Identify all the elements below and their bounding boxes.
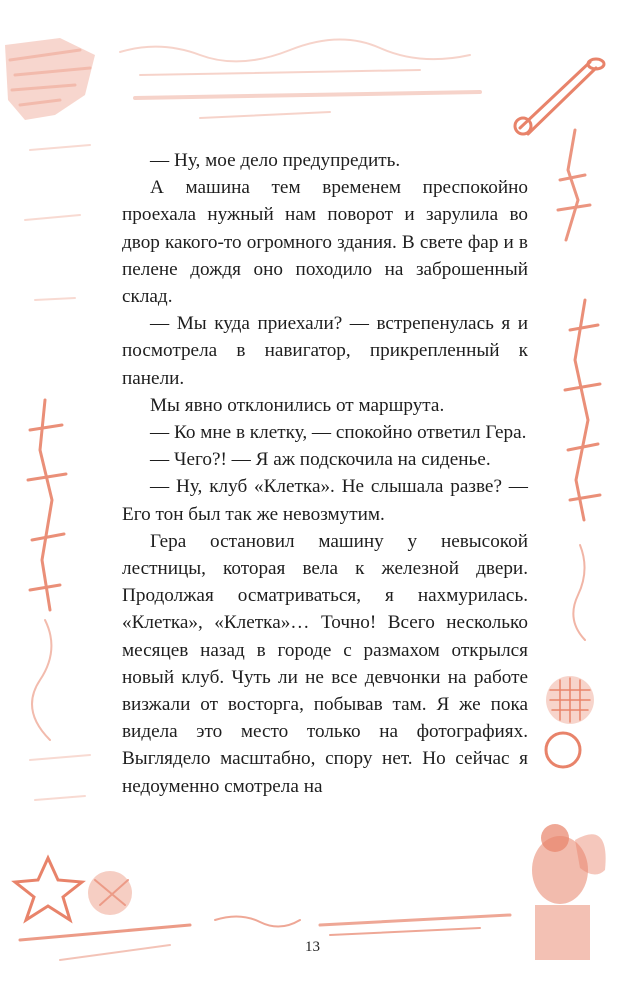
star-icon — [15, 858, 82, 920]
right-handwriting — [573, 545, 585, 640]
top-scribbles — [120, 39, 480, 118]
paragraph: Гера остановил машину у невысокой лестницы, которая вела к железной двери. Продолжая осматриваться, я нахмурилась. «Клетка», «Клетка»… Точно! Всего несколько месяцев назад в городе с размахом открылся новый клуб. Чуть ли не все девчонки на работе визжали от восторга, побывав там. Я же пока видела это место только на фотографиях. Выглядело масштабно, спору нет. Но сейчас я недоуменно смотрела на — [122, 530, 528, 797]
paragraph: — Мы куда приехали? — встрепенулась я и посмотрела в навигатор, прикрепленный к панели. — [122, 313, 528, 389]
body-text — [122, 147, 528, 800]
paragraph: — Чего?! — Я аж подскочила на сиденье. — [150, 449, 491, 471]
page-number: 13 — [305, 939, 320, 955]
hatched-disc-icon — [546, 676, 594, 767]
top-left-blotch — [5, 38, 95, 120]
right-top-scribble — [558, 130, 590, 240]
paragraph: Мы явно отклонились от маршрута. — [150, 394, 445, 416]
left-faint-marks — [25, 145, 90, 800]
paragraph: А машина тем временем преспокойно проехала нужный нам поворот и зарулила во двор какого-то огромного здания. В свете фар и в пелене дождя оно походило на заброшенный склад. — [122, 177, 528, 308]
bottom-scribbles — [215, 915, 510, 935]
paragraph: — Ну, мое дело предупредить. — [150, 150, 401, 171]
left-handwriting — [32, 620, 51, 740]
paragraph: — Ко мне в клетку, — спокойно ответил Гера. — [150, 422, 527, 444]
left-middle-scribble — [28, 400, 66, 610]
safety-pin-icon — [515, 59, 604, 134]
paragraph: — Ну, клуб «Клетка». Не слышала разве? — Его тон был так же невозмутим. — [122, 476, 528, 525]
right-middle-scribble — [565, 300, 600, 520]
